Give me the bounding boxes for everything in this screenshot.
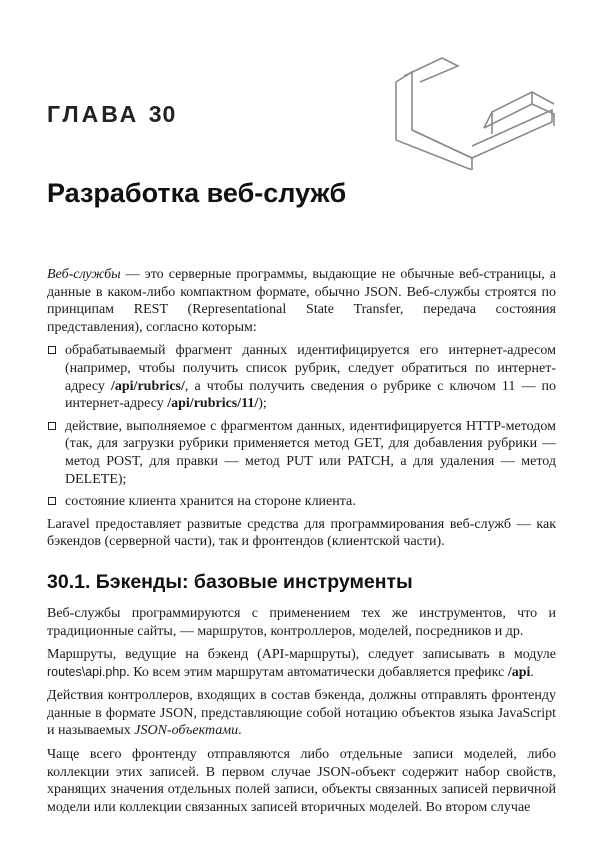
p2-text-b: . Ко всем этим маршрутам автоматически добавляется префикс [126, 664, 508, 680]
checkbox-bullet-icon [48, 497, 56, 505]
section-paragraph-4: Чаще всего фронтенду отправляются либо отдельные записи моделей, либо коллекции этих записей. В первом случае JSON-объект содержит набор свойств, хранящих значения отдельных полей записи, объекты связанных записей первичной модели или коллекции связанных записей вторичных моделей. Во втором случае [47, 747, 556, 815]
section-heading: 30.1. Бэкенды: базовые инструменты [47, 570, 413, 593]
checkbox-bullet-icon [48, 346, 56, 354]
bullet1-url2: /api/rubrics/11/ [167, 396, 259, 412]
bullet1-text-c: ); [258, 396, 267, 412]
chapter-title: Разработка веб-служб [47, 178, 347, 208]
chapter-number: 30 [148, 101, 177, 127]
list-item [47, 342, 556, 412]
bullet2-text: действие, выполняемое с фрагментом данных, идентифицируется HTTP-методом (так, для загрузки рубрики применяется метод GET, для добавления рубрики — метод POST, для правки — метод PUT или PATCH, а для удаления — метод DELETE); [65, 418, 556, 487]
chapter-word: ГЛАВА [47, 101, 140, 127]
chapter-label [47, 101, 176, 128]
intro-term: Веб-службы [47, 267, 121, 282]
api-prefix: /api [507, 664, 531, 680]
list-item [47, 418, 556, 488]
p2-text-a: Маршруты, ведущие на бэкенд (API-маршруты), следует записывать в модуле [47, 647, 556, 663]
bullet3-text: состояние клиента хранится на стороне клиента. [65, 494, 356, 510]
bullet1-text-b: , а чтобы получить сведения о рубрике с ключом 11 — по интернет-адресу [65, 378, 556, 412]
json-objects-term: JSON-объектами [134, 723, 239, 739]
section-paragraph-2 [47, 646, 556, 681]
laravel-logo [392, 52, 562, 170]
section-paragraph-1: Веб-службы программируются с применением тех же инструментов, что и традиционные сайты, — маршрутов, контроллеров, моделей, посредников и др. [47, 605, 556, 639]
page-body [47, 266, 556, 822]
intro-paragraph [47, 266, 556, 336]
p3-text-a: Действия контроллеров, входящих в состав бэкенда, должны отправлять фронтенду данные в формате JSON, представляющие собой нотацию объектов языка JavaScript и называемых [47, 688, 556, 739]
checkbox-bullet-icon [48, 422, 56, 430]
laravel-paragraph: Laravel предоставляет развитые средства для программирования веб-служб — как бэкендов (серверной части), так и фронтендов (клиентской части). [47, 516, 556, 550]
routes-file-path: routes\api.php [47, 664, 127, 679]
section-paragraph-3 [47, 687, 556, 740]
bullet1-url1: /api/rubrics/ [110, 378, 185, 394]
intro-text: — это серверные программы, выдающие не обычные веб-страницы, а данные в каком-либо компактном формате, обычно JSON. Веб-службы строятся по принципам REST (Representational State Transfer, передача состояния представления), согласно которым: [47, 267, 556, 335]
list-item [47, 493, 556, 511]
rest-principles-list [47, 342, 556, 510]
p3-text-b: . [238, 723, 242, 739]
p2-text-c: . [530, 664, 534, 680]
bullet1-text-a: обрабатываемый фрагмент данных идентифицируется его интернет-адресом (например, чтобы получить список рубрик, следует обратиться по интернет-адресу [65, 343, 556, 394]
